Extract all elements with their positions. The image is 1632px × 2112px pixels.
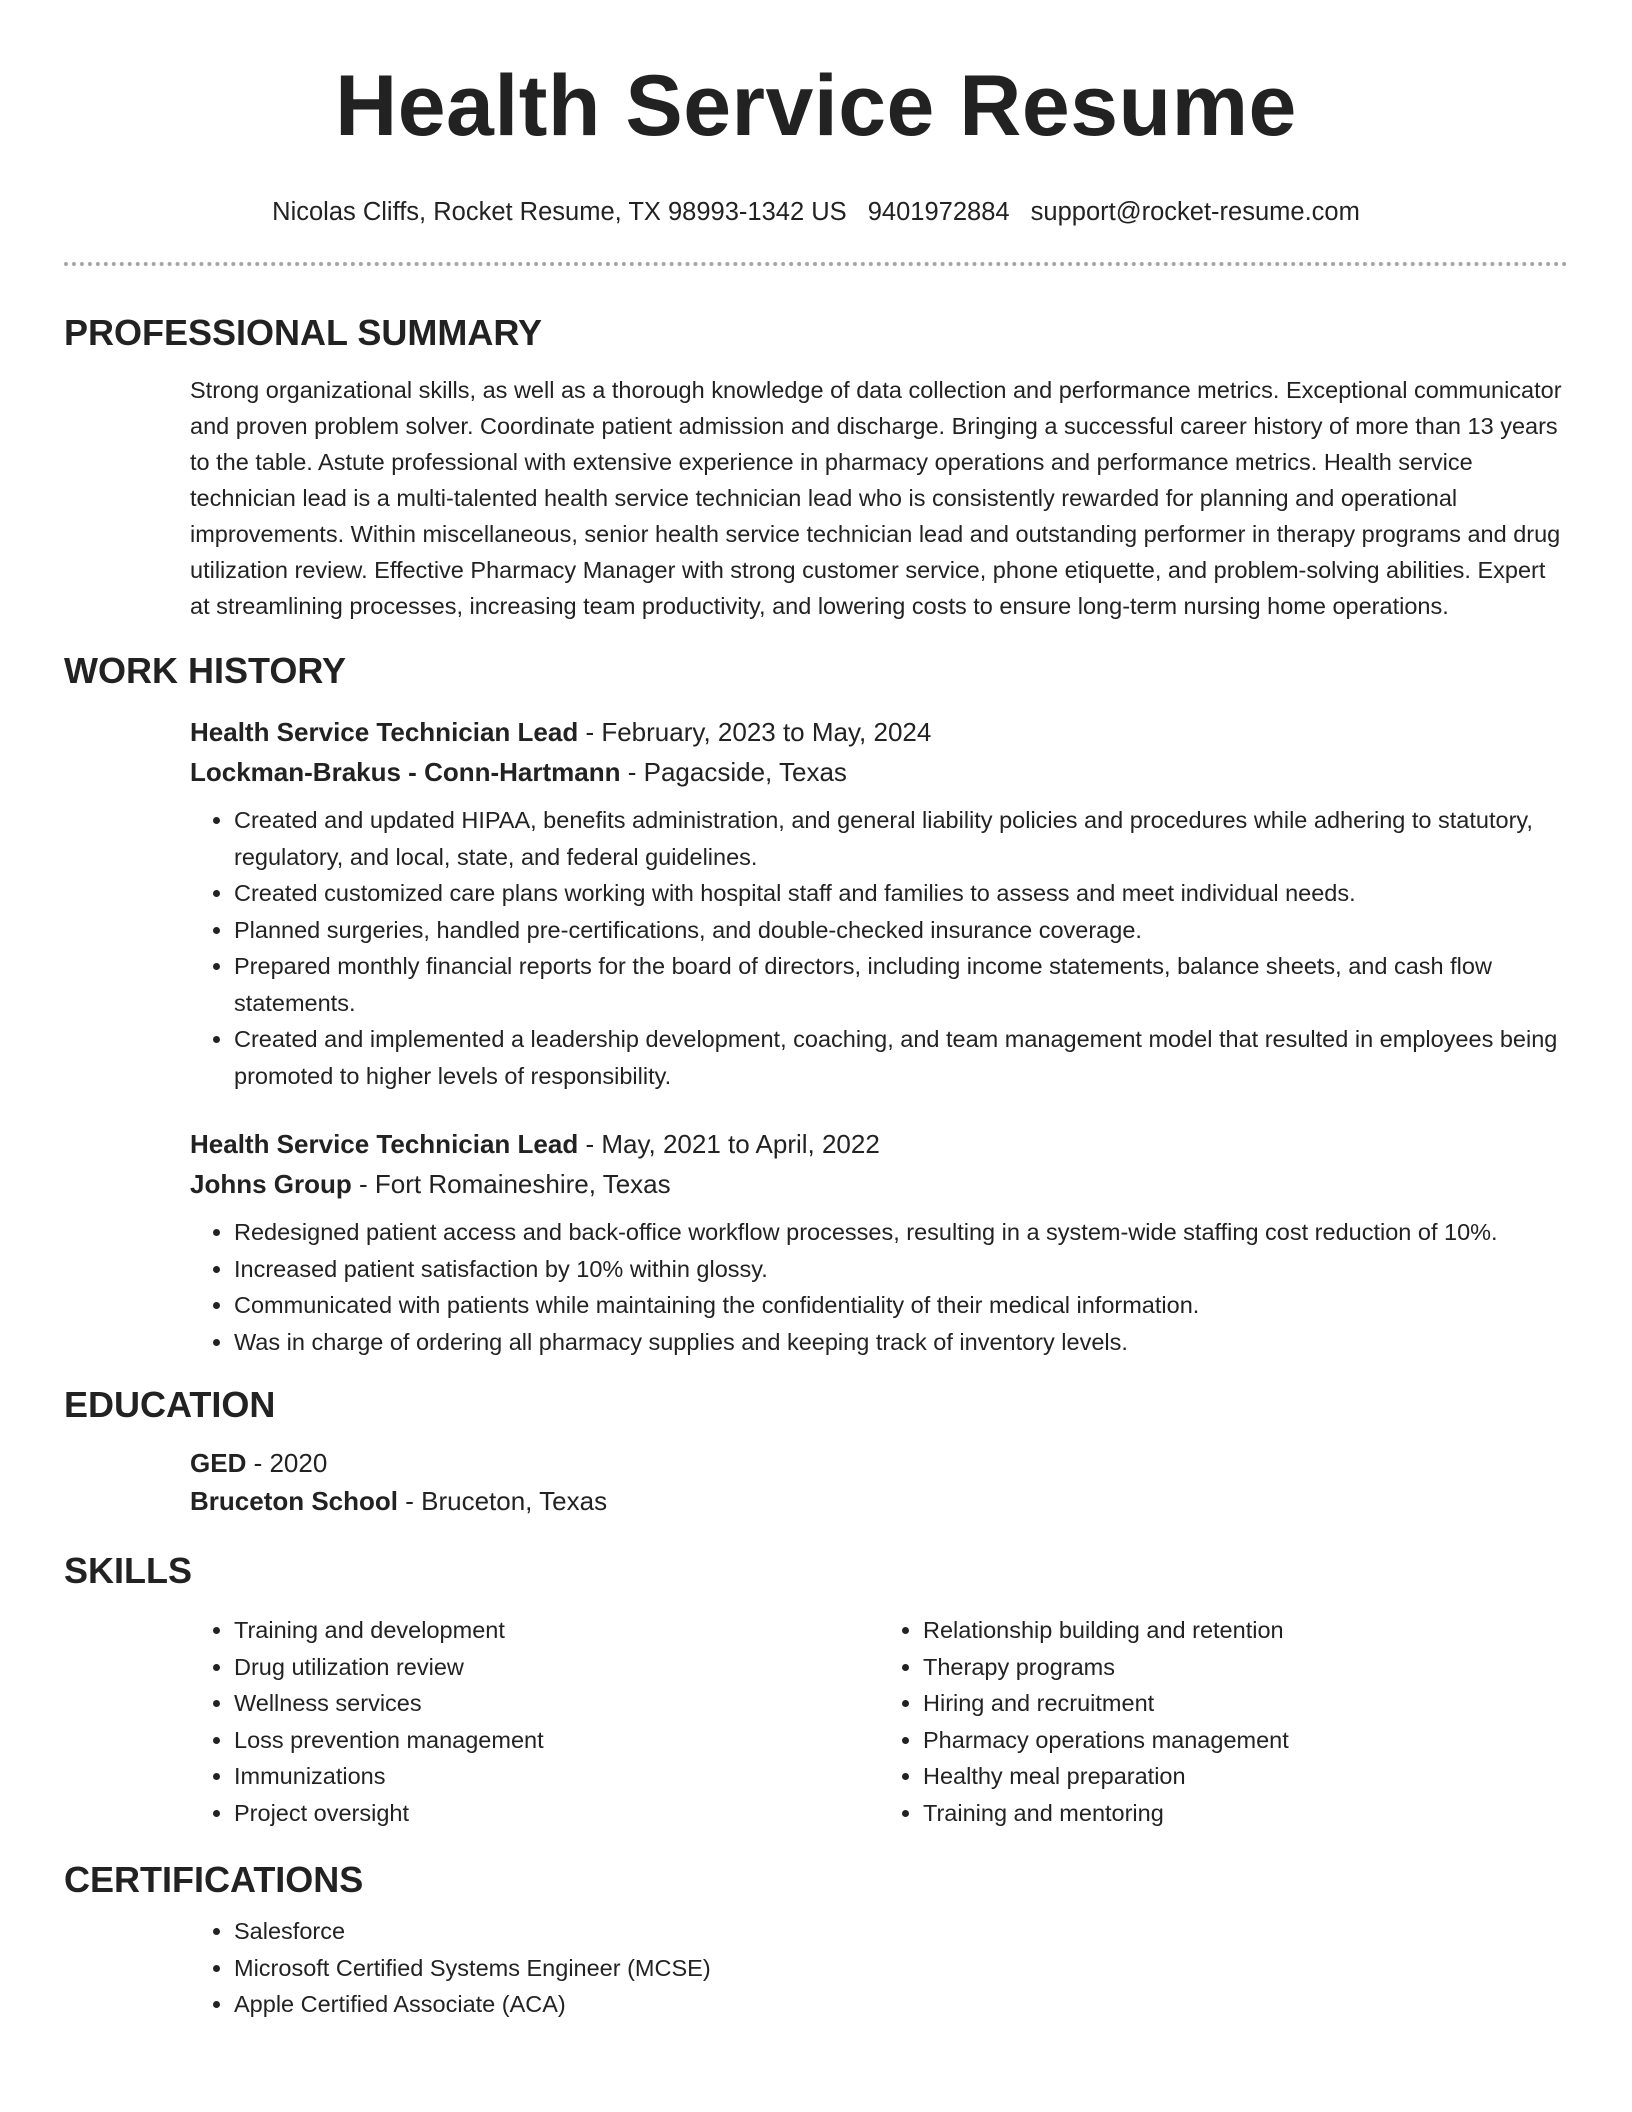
section-title-summary: PROFESSIONAL SUMMARY	[64, 312, 543, 353]
education-school-line	[190, 1482, 1568, 1520]
job-entry	[190, 1124, 1568, 1360]
education-entry	[190, 1444, 1568, 1520]
section-title-work: WORK HISTORY	[64, 650, 347, 691]
education-year: - 2020	[246, 1448, 328, 1478]
list-item: • Drug utilization review	[234, 1649, 879, 1686]
skills-grid	[190, 1602, 1568, 1831]
list-item: • Training and development	[234, 1612, 879, 1649]
list-item: • Therapy programs	[923, 1649, 1568, 1686]
job-company-line	[190, 752, 1568, 792]
contact-line	[64, 194, 1568, 230]
job-title-line	[190, 1124, 1568, 1164]
list-item: • Prepared monthly financial reports for the board of directors, including income statements, balance sheets, and cash flow statements.	[234, 948, 1568, 1021]
list-item: • Created and implemented a leadership development, coaching, and team management model that resulted in employees being promoted to higher levels of responsibility.	[234, 1021, 1568, 1094]
list-item: • Immunizations	[234, 1758, 879, 1795]
list-item: • Loss prevention management	[234, 1722, 879, 1759]
section-title-certifications: CERTIFICATIONS	[64, 1859, 364, 1900]
skills-list-left	[190, 1612, 879, 1831]
list-item: • Training and mentoring	[923, 1795, 1568, 1832]
job-company: Lockman-Brakus - Conn-Hartmann	[190, 757, 621, 787]
list-item: • Healthy meal preparation	[923, 1758, 1568, 1795]
list-item: • Wellness services	[234, 1685, 879, 1722]
job-title: Health Service Technician Lead	[190, 1129, 579, 1159]
list-item: • Planned surgeries, handled pre-certifications, and double-checked insurance coverage.	[234, 912, 1568, 949]
list-item: • Hiring and recruitment	[923, 1685, 1568, 1722]
contact-address: Nicolas Cliffs, Rocket Resume, TX 98993-1342 US	[272, 198, 847, 226]
list-item: • Microsoft Certified Systems Engineer (MCSE)	[234, 1950, 1568, 1987]
summary-block	[190, 372, 1568, 624]
certifications-block	[190, 1913, 1568, 2023]
job-bullets	[190, 802, 1568, 1094]
job-title: Health Service Technician Lead	[190, 717, 579, 747]
list-item: • Apple Certified Associate (ACA)	[234, 1986, 1568, 2023]
job-dates: - February, 2023 to May, 2024	[578, 717, 932, 747]
skills-list-right	[879, 1612, 1568, 1831]
list-item: • Pharmacy operations management	[923, 1722, 1568, 1759]
job-location: - Fort Romaineshire, Texas	[351, 1169, 671, 1199]
job-company-line	[190, 1164, 1568, 1204]
list-item: • Communicated with patients while maintaining the confidentiality of their medical information.	[234, 1287, 1568, 1324]
job-location: - Pagacside, Texas	[620, 757, 847, 787]
resume-page	[64, 0, 1568, 2023]
job-entry	[190, 712, 1568, 1094]
job-dates: - May, 2021 to April, 2022	[578, 1129, 880, 1159]
education-school: Bruceton School	[190, 1486, 399, 1516]
job-title-line	[190, 712, 1568, 752]
summary-text: Strong organizational skills, as well as a thorough knowledge of data collection and performance metrics. Exceptional communicator and proven problem solver. Coordinate patient admission and discharge. Bringing a successful career history of more than 13 years to the table. Astute professional with extensive experience in pharmacy operations and performance metrics. Health service technician lead is a multi-talented health service technician lead who is consistently rewarded for planning and operational improvements. Within miscellaneous, senior health service technician lead and outstanding performer in therapy programs and drug utilization review. Effective Pharmacy Manager with strong customer service, phone etiquette, and problem-solving abilities. Expert at streamlining processes, increasing team productivity, and lowering costs to ensure long-term nursing home operations.	[190, 377, 1562, 619]
certifications-list	[190, 1913, 1568, 2023]
job-bullets	[190, 1214, 1568, 1360]
header-divider	[64, 262, 1568, 266]
section-title-education: EDUCATION	[64, 1384, 276, 1425]
list-item: • Project oversight	[234, 1795, 879, 1832]
resume-title: Health Service Resume	[335, 58, 1297, 154]
list-item: • Increased patient satisfaction by 10% within glossy.	[234, 1251, 1568, 1288]
education-degree-line	[190, 1444, 1568, 1482]
section-title-skills: SKILLS	[64, 1550, 193, 1591]
list-item: • Salesforce	[234, 1913, 1568, 1950]
list-item: • Created customized care plans working with hospital staff and families to assess and meet individual needs.	[234, 875, 1568, 912]
contact-phone: 9401972884	[867, 198, 1010, 226]
education-degree: GED	[190, 1448, 247, 1478]
job-company: Johns Group	[190, 1169, 352, 1199]
list-item: • Relationship building and retention	[923, 1612, 1568, 1649]
list-item: • Was in charge of ordering all pharmacy supplies and keeping track of inventory levels.	[234, 1324, 1568, 1361]
education-location: - Bruceton, Texas	[398, 1486, 608, 1516]
list-item: • Created and updated HIPAA, benefits administration, and general liability policies and procedures while adhering to statutory, regulatory, and local, state, and federal guidelines.	[234, 802, 1568, 875]
contact-email: support@rocket-resume.com	[1030, 198, 1360, 226]
list-item: • Redesigned patient access and back-office workflow processes, resulting in a system-wide staffing cost reduction of 10%.	[234, 1214, 1568, 1251]
